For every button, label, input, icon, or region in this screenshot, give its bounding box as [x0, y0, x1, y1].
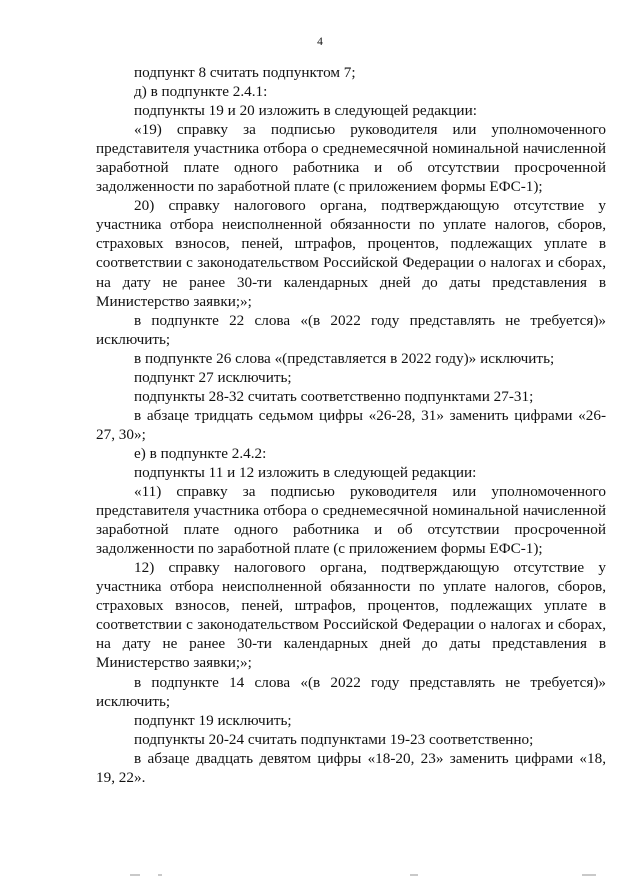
page-number: 4: [317, 36, 323, 48]
scan-edge-marks: [130, 872, 600, 878]
paragraph: подпункты 11 и 12 изложить в следующей редакции:: [134, 463, 477, 481]
paragraph: в подпункте 14 слова «(в 2022 году представлять не требуется)» исключить;: [96, 673, 606, 710]
document-body: [96, 63, 606, 787]
paragraph: подпункты 20-24 считать подпунктами 19-23 соответственно;: [134, 730, 534, 748]
paragraph: подпункт 19 исключить;: [134, 711, 292, 729]
paragraph: подпункты 28-32 считать соответственно подпунктами 27-31;: [134, 387, 534, 405]
paragraph: подпункт 27 исключить;: [134, 368, 292, 386]
paragraph: в абзаце тридцать седьмом цифры «26-28, 31» заменить цифрами «26-27, 30»;: [96, 406, 606, 443]
paragraph: подпункт 8 считать подпунктом 7;: [134, 64, 356, 81]
paragraph: 12) справку налогового органа, подтверждающую отсутствие у участника отбора неисполненной обязанности по уплате налогов, сборов, страховых взносов, пеней, штрафов, процентов, подлежащих уплате в соответствии с законодательством Российской Федерации о налогах и сборах, на дату не ранее 30-ти календарных дней до даты представления в Министерство заявки;»;: [96, 559, 606, 672]
paragraph: е) в подпункте 2.4.2:: [134, 444, 267, 462]
paragraph: «19) справку за подписью руководителя или уполномоченного представителя участника отбора о среднемесячной номинальной начисленной заработной плате одного работника и об отсутствии просроченной задолженности по заработной плате (с приложением формы ЕФС-1);: [96, 121, 606, 196]
paragraph: в абзаце двадцать девятом цифры «18-20, 23» заменить цифрами «18, 19, 22».: [96, 749, 606, 786]
paragraph: д) в подпункте 2.4.1:: [134, 83, 268, 101]
paragraph: 20) справку налогового органа, подтверждающую отсутствие у участника отбора неисполненной обязанности по уплате налогов, сборов, страховых взносов, пеней, штрафов, процентов, подлежащих уплате в соответствии с законодательством Российской Федерации о налогах и сборах, на дату не ранее 30-ти календарных дней до даты представления в Министерство заявки;»;: [96, 197, 606, 310]
paragraph: в подпункте 22 слова «(в 2022 году представлять не требуется)» исключить;: [96, 311, 606, 348]
paragraph: «11) справку за подписью руководителя или уполномоченного представителя участника отбора о среднемесячной номинальной начисленной заработной плате одного работника и об отсутствии просроченной задолженности по заработной плате (с приложением формы ЕФС-1);: [96, 483, 606, 558]
paragraph: в подпункте 26 слова «(представляется в 2022 году)» исключить;: [134, 349, 555, 367]
paragraph: подпункты 19 и 20 изложить в следующей редакции:: [134, 102, 477, 120]
